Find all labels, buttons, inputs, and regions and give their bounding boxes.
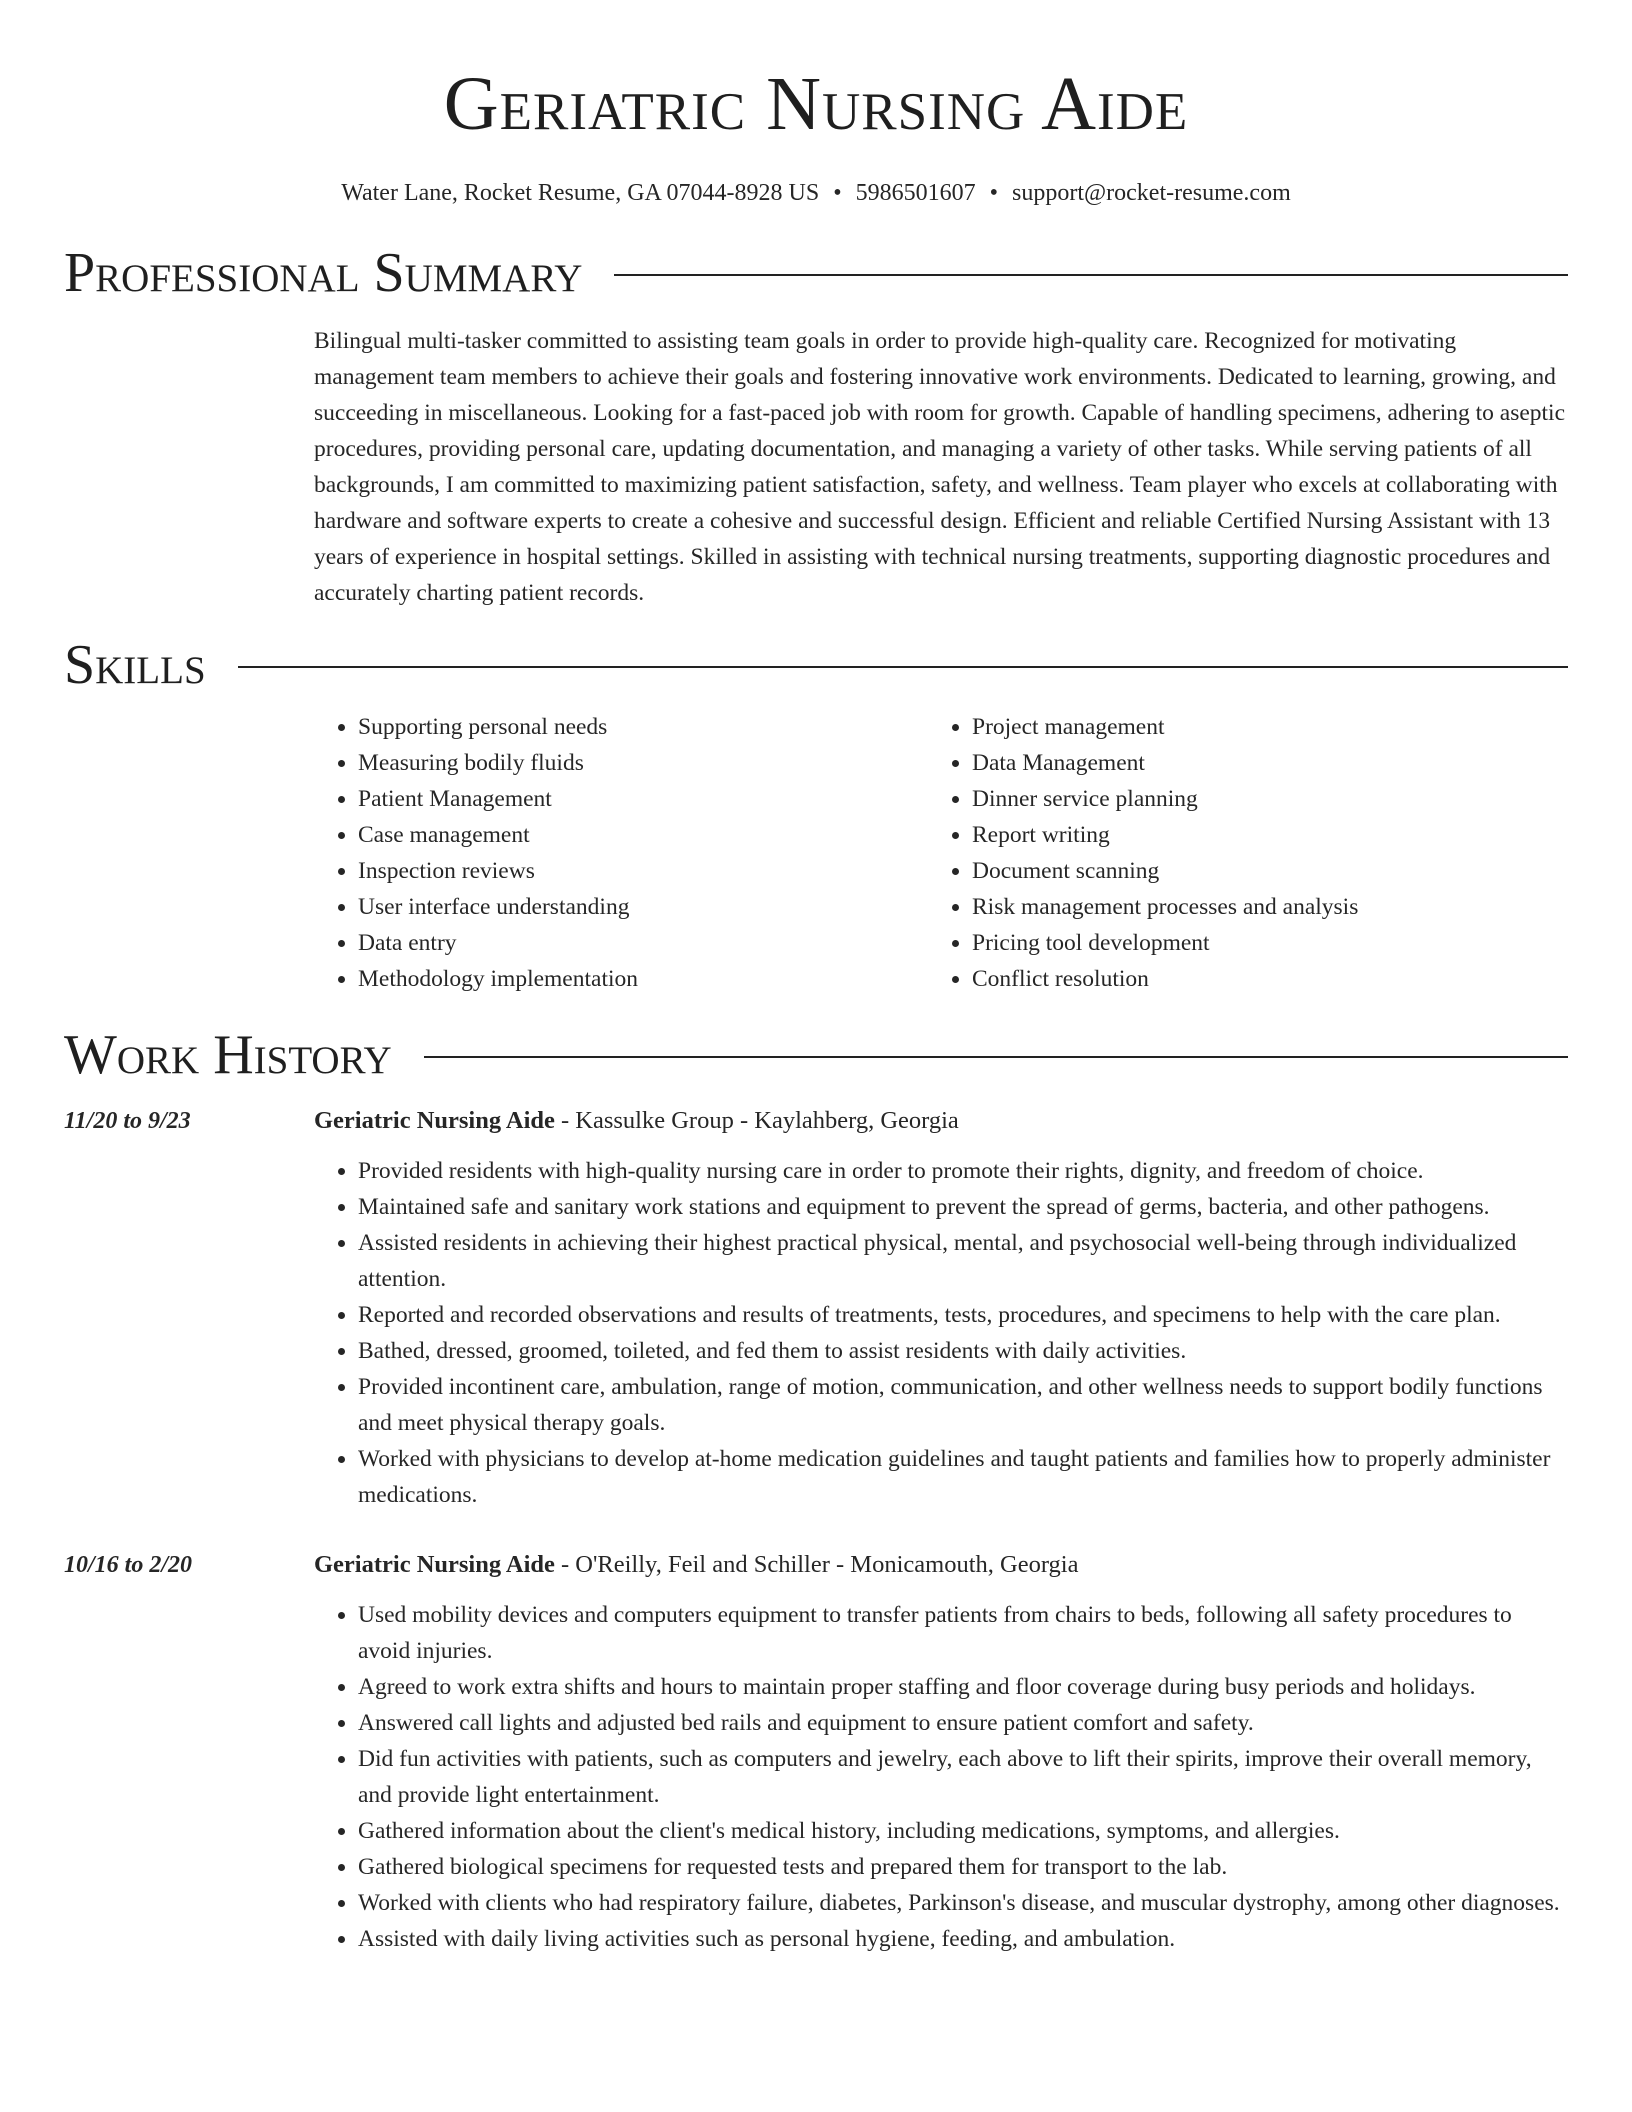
skill-item: • Project management (972, 709, 1358, 745)
summary-text: Bilingual multi-tasker committed to assisting team goals in order to provide high-quality care. Recognized for motivating management team members to achieve their goals and fostering innovative work environments. Dedicated to learning, growing, and succeeding in miscellaneous. Looking for a fast-paced job with room for growth. Capable of handling specimens, adhering to aseptic procedures, providing personal care, updating documentation, and managing a variety of other tasks. While serving patients of all backgrounds, I am committed to maximizing patient satisfaction, safety, and wellness. Team player who excels at collaborating with hardware and software experts to create a cohesive and successful design. Efficient and reliable Certified Nursing Assistant with 13 years of experience in hospital settings. Skilled in assisting with technical nursing treatments, supporting diagnostic procedures and accurately charting patient records. (314, 328, 1566, 606)
skill-item: • Methodology implementation (358, 961, 928, 997)
job-entry (64, 1103, 1568, 1513)
job-bullet: • Provided incontinent care, ambulation, range of motion, communication, and other wellness needs to support bodily functions and meet physical therapy goals. (358, 1369, 1568, 1441)
job-bullets (314, 1597, 1568, 1957)
job-bullet: • Gathered information about the client's medical history, including medications, symptoms, and allergies. (358, 1813, 1568, 1849)
skill-item: • Measuring bodily fluids (358, 745, 928, 781)
skill-item: • Risk management processes and analysis (972, 889, 1358, 925)
job-body (314, 1103, 1568, 1513)
contact-address: Water Lane, Rocket Resume, GA 07044-8928 US (341, 180, 820, 206)
job-bullet: • Bathed, dressed, groomed, toileted, and fed them to assist residents with daily activities. (358, 1333, 1568, 1369)
job-bullet: • Maintained safe and sanitary work stations and equipment to prevent the spread of germs, bacteria, and other pathogens. (358, 1189, 1568, 1225)
contact-line (64, 180, 1568, 207)
job-title-line (314, 1103, 1568, 1139)
summary-section-header (64, 242, 1568, 304)
job-bullet: • Did fun activities with patients, such as computers and jewelry, each above to lift their spirits, improve their overall memory, and provide light entertainment. (358, 1741, 1568, 1813)
section-divider (614, 274, 1568, 276)
job-bullet: • Gathered biological specimens for requested tests and prepared them for transport to the lab. (358, 1849, 1568, 1885)
job-bullet: • Reported and recorded observations and results of treatments, tests, procedures, and specimens to help with the care plan. (358, 1297, 1568, 1333)
job-title-line (314, 1547, 1568, 1583)
job-title: Geriatric Nursing Aide (314, 1107, 555, 1134)
job-title: Geriatric Nursing Aide (314, 1551, 555, 1578)
job-dates: 11/20 to 9/23 (64, 1108, 191, 1134)
section-divider (238, 666, 1568, 668)
skills-list (314, 709, 1568, 997)
job-bullet: • Worked with clients who had respiratory failure, diabetes, Parkinson's disease, and muscular dystrophy, among other diagnoses. (358, 1885, 1568, 1921)
skills-column-1 (314, 709, 928, 997)
contact-email[interactable]: support@rocket-resume.com (1012, 180, 1291, 206)
job-employer: - Kassulke Group - Kaylahberg, Georgia (554, 1107, 959, 1134)
skill-item: • Report writing (972, 817, 1358, 853)
job-body (314, 1547, 1568, 1957)
skill-item: • User interface understanding (358, 889, 928, 925)
skill-item: • Dinner service planning (972, 781, 1358, 817)
job-bullet: • Worked with physicians to develop at-home medication guidelines and taught patients and families how to properly administer medications. (358, 1441, 1568, 1513)
job-employer: - O'Reilly, Feil and Schiller - Monicamouth, Georgia (554, 1551, 1079, 1578)
skill-item: • Data Management (972, 745, 1358, 781)
skills-column-2 (928, 709, 1358, 997)
job-entry (64, 1547, 1568, 1957)
candidate-name: Geriatric Nursing Aide (443, 62, 1189, 146)
contact-separator: • (989, 180, 999, 206)
work-section-header (64, 1024, 1568, 1086)
skill-item: • Pricing tool development (972, 925, 1358, 961)
skill-item: • Supporting personal needs (358, 709, 928, 745)
skill-item: • Document scanning (972, 853, 1358, 889)
job-bullet: • Agreed to work extra shifts and hours to maintain proper staffing and floor coverage during busy periods and holidays. (358, 1669, 1568, 1705)
job-bullets (314, 1153, 1568, 1513)
skill-item: • Data entry (358, 925, 928, 961)
skill-item: • Inspection reviews (358, 853, 928, 889)
job-bullet: • Provided residents with high-quality nursing care in order to promote their rights, dignity, and freedom of choice. (358, 1153, 1568, 1189)
job-dates: 10/16 to 2/20 (64, 1552, 193, 1578)
skill-item: • Conflict resolution (972, 961, 1358, 997)
job-bullet: • Assisted residents in achieving their highest practical physical, mental, and psychosocial well-being through individualized attention. (358, 1225, 1568, 1297)
summary-heading: Professional Summary (64, 242, 583, 304)
contact-separator: • (833, 180, 842, 206)
skill-item: • Patient Management (358, 781, 928, 817)
job-bullet: • Answered call lights and adjusted bed rails and equipment to ensure patient comfort and safety. (358, 1705, 1568, 1741)
skill-item: • Case management (358, 817, 928, 853)
section-divider (424, 1056, 1568, 1058)
contact-phone: 5986501607 (855, 180, 976, 206)
job-bullet: • Assisted with daily living activities such as personal hygiene, feeding, and ambulation. (358, 1921, 1568, 1957)
job-bullet: • Used mobility devices and computers equipment to transfer patients from chairs to beds, following all safety procedures to avoid injuries. (358, 1597, 1568, 1669)
skills-section-header (64, 634, 1568, 696)
work-heading: Work History (64, 1024, 392, 1086)
skills-heading: Skills (64, 634, 206, 696)
